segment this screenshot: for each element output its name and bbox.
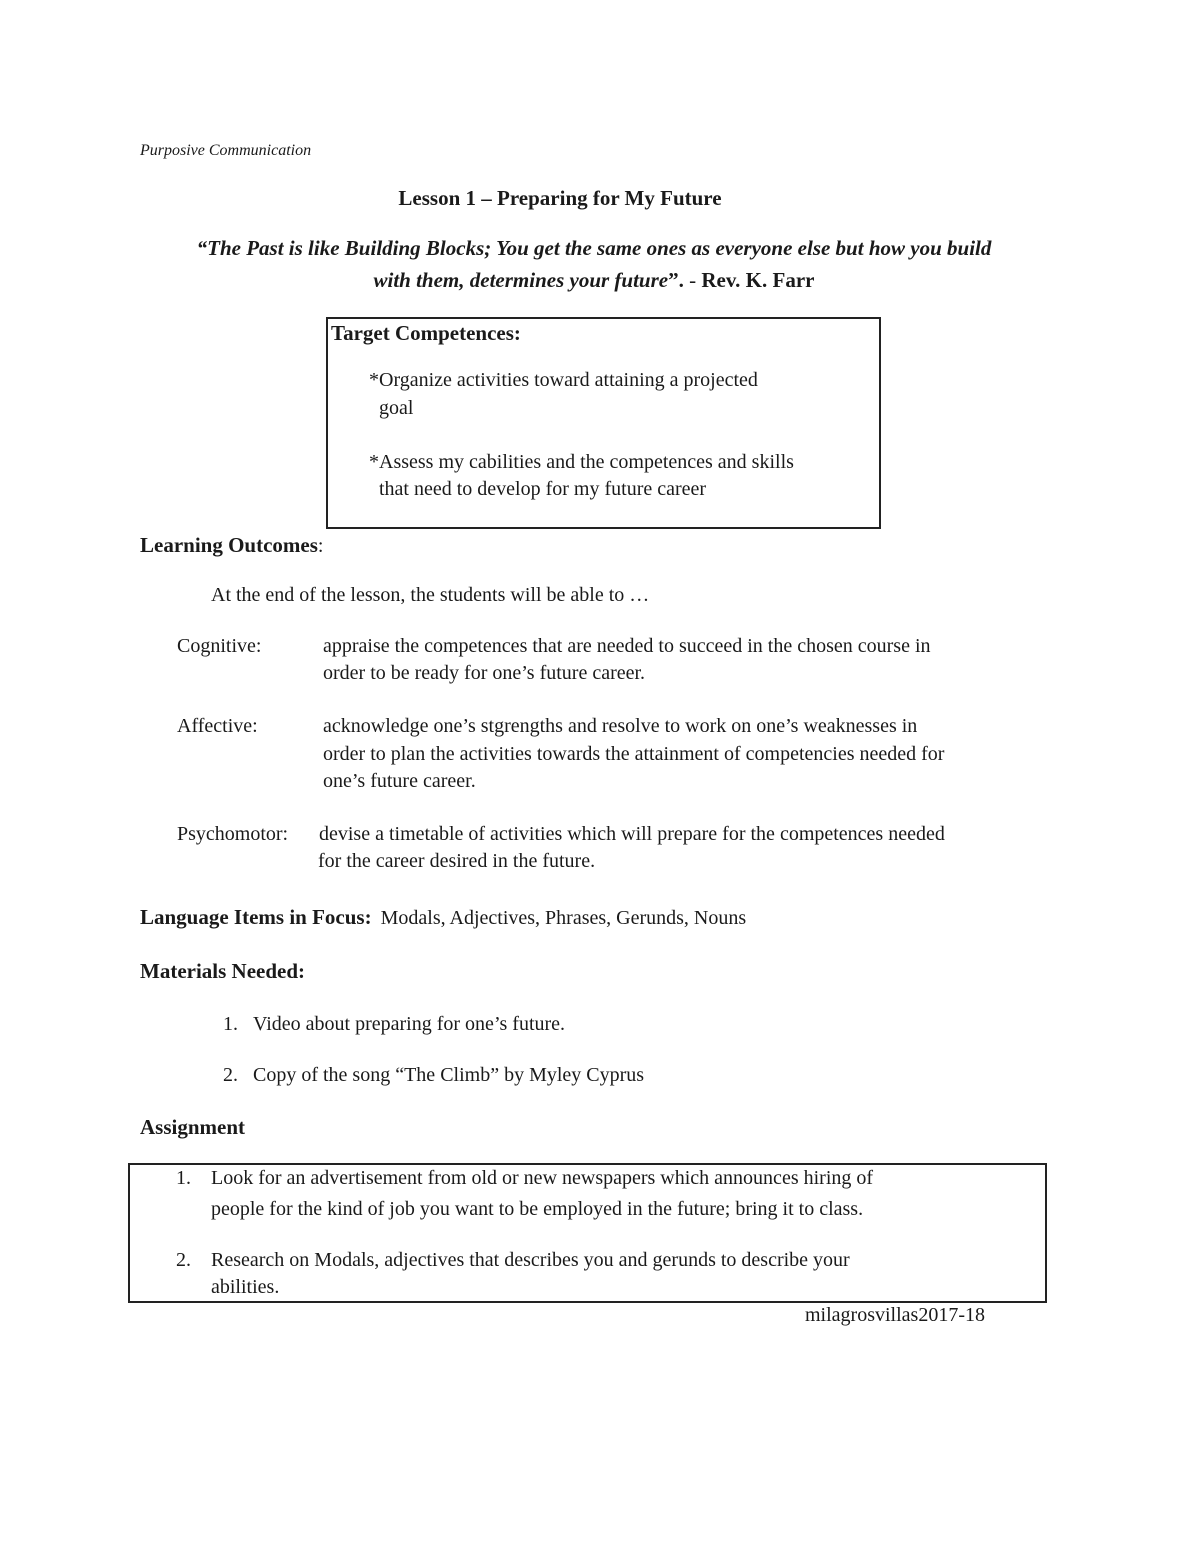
quote-closing: ”. [668,268,684,292]
materials-heading: Materials Needed: [140,959,306,983]
learning-outcomes-colon: : [317,535,324,557]
cognitive-label: Cognitive: [177,635,262,657]
assignment-heading: Assignment [140,1115,246,1139]
assignment-2-line-2: abilities. [211,1276,280,1298]
affective-line-1: acknowledge one’s stgrengths and resolve to work on one’s weaknesses in [323,715,918,737]
language-items-value: Modals, Adjectives, Phrases, Gerunds, Nouns [380,907,747,929]
psychomotor-line-1: devise a timetable of activities which will prepare for the competences needed [319,823,945,845]
assignment-2-number: 2. [176,1249,191,1271]
language-items-label: Language Items in Focus: [140,905,372,929]
assignment-1-number: 1. [176,1167,191,1189]
quote-text-2: with them, determines your future [373,268,669,292]
material-1-text: Video about preparing for one’s future. [253,1013,566,1035]
psychomotor-label: Psychomotor: [177,823,289,845]
assignment-2-line-1: Research on Modals, adjectives that describes you and gerunds to describe your [211,1249,850,1271]
psychomotor-line-2: for the career desired in the future. [318,850,596,872]
affective-label: Affective: [177,715,258,737]
assignment-1-line-1: Look for an advertisement from old or new newspapers which announces hiring of [211,1167,874,1189]
course-name: Purposive Communication [140,142,312,159]
competence-item-2-line-2: that need to develop for my future career [379,478,707,500]
learning-outcomes-intro: At the end of the lesson, the students will be able to … [211,584,650,606]
footer-author: milagrosvillas2017-18 [805,1304,985,1326]
learning-outcomes-title: Learning Outcomes [140,533,318,557]
competence-item-2-line-1: *Assess my cabilities and the competences and skills [369,451,794,473]
material-2-number: 2. [223,1064,238,1086]
quote-line-2 [0,268,1188,293]
learning-outcomes-heading [140,533,323,558]
lesson-title: Lesson 1 – Preparing for My Future [398,186,722,210]
target-competences-heading: Target Competences: [331,321,521,345]
cognitive-line-1: appraise the competences that are needed to succeed in the chosen course in [323,635,931,657]
cognitive-line-2: order to be ready for one’s future career. [323,662,646,684]
affective-line-2: order to plan the activities towards the attainment of competencies needed for [323,743,945,765]
quote-dash: - [683,268,702,292]
quote-text-1: “The Past is like Building Blocks; You get the same ones as everyone else but how you build [196,236,992,260]
material-2-text: Copy of the song “The Climb” by Myley Cyprus [253,1064,645,1086]
material-1-number: 1. [223,1013,238,1035]
quote-author: Rev. K. Farr [701,268,815,292]
assignment-1-line-2: people for the kind of job you want to be employed in the future; bring it to class. [211,1198,864,1220]
competence-item-1-line-1: *Organize activities toward attaining a projected [369,369,758,391]
quote-line-1 [0,236,1188,261]
competence-item-1-line-2: goal [379,397,414,419]
language-items [140,905,746,930]
affective-line-3: one’s future career. [323,770,476,792]
